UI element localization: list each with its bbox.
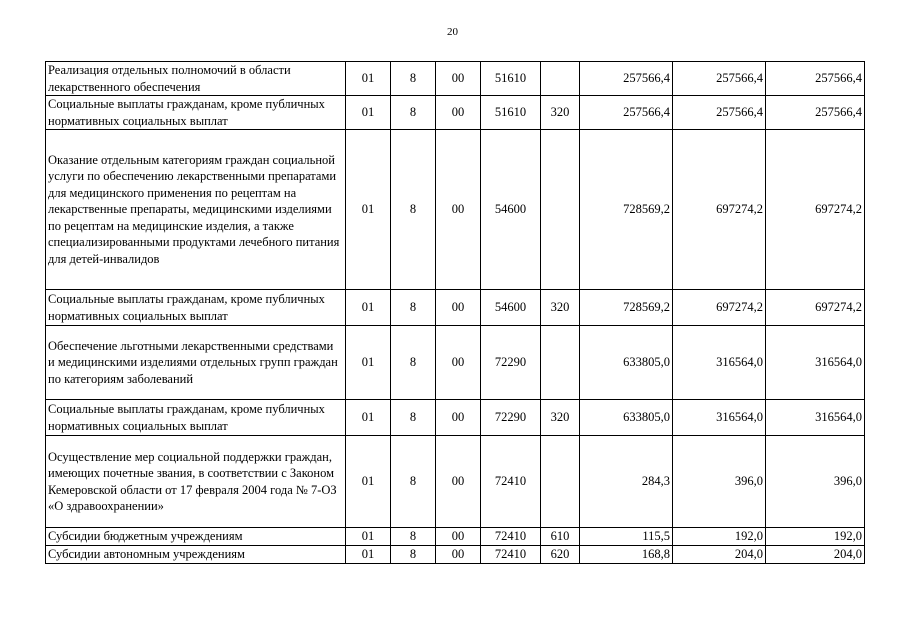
page-number: 20 bbox=[447, 26, 458, 38]
expense-type-code: 620 bbox=[541, 546, 580, 564]
row-name: Социальные выплаты гражданам, кроме публичных нормативных социальных выплат bbox=[46, 400, 346, 436]
row-name: Оказание отдельным категориям граждан социальной услуги по обеспечению лекарственными препаратами для медицинского применения по рецептам на лекарственные препараты, медицинскими изделиями по рецептам на медицинские изделия, а также специализированными продуктами лечебного питания для детей-инвалидов bbox=[46, 130, 346, 290]
program-code: 8 bbox=[391, 326, 436, 400]
expense-type-code bbox=[541, 130, 580, 290]
direction-code: 54600 bbox=[481, 130, 541, 290]
direction-code: 72290 bbox=[481, 400, 541, 436]
row-name: Осуществление мер социальной поддержки граждан, имеющих почетные звания, в соответствии с Законом Кемеровской области от 17 февраля 2004 года № 7-ОЗ «О здравоохранении» bbox=[46, 436, 346, 528]
amount-3: 697274,2 bbox=[766, 290, 865, 326]
amount-1: 633805,0 bbox=[580, 326, 673, 400]
amount-3: 257566,4 bbox=[766, 96, 865, 130]
row-name: Социальные выплаты гражданам, кроме публичных нормативных социальных выплат bbox=[46, 96, 346, 130]
budget-table bbox=[45, 61, 865, 564]
direction-code: 51610 bbox=[481, 96, 541, 130]
section-code: 01 bbox=[346, 62, 391, 96]
expense-type-code bbox=[541, 62, 580, 96]
subprogram-code: 00 bbox=[436, 400, 481, 436]
row-name: Обеспечение льготными лекарственными средствами и медицинскими изделиями отдельных групп граждан по категориям заболеваний bbox=[46, 326, 346, 400]
table-row bbox=[46, 290, 865, 326]
table-row bbox=[46, 326, 865, 400]
amount-1: 168,8 bbox=[580, 546, 673, 564]
expense-type-code: 320 bbox=[541, 400, 580, 436]
amount-3: 204,0 bbox=[766, 546, 865, 564]
table-row bbox=[46, 436, 865, 528]
subprogram-code: 00 bbox=[436, 290, 481, 326]
amount-1: 257566,4 bbox=[580, 96, 673, 130]
amount-1: 728569,2 bbox=[580, 290, 673, 326]
section-code: 01 bbox=[346, 326, 391, 400]
amount-3: 697274,2 bbox=[766, 130, 865, 290]
direction-code: 72290 bbox=[481, 326, 541, 400]
amount-2: 257566,4 bbox=[673, 96, 766, 130]
subprogram-code: 00 bbox=[436, 96, 481, 130]
amount-3: 316564,0 bbox=[766, 326, 865, 400]
direction-code: 51610 bbox=[481, 62, 541, 96]
amount-1: 115,5 bbox=[580, 528, 673, 546]
direction-code: 54600 bbox=[481, 290, 541, 326]
subprogram-code: 00 bbox=[436, 62, 481, 96]
table-row bbox=[46, 62, 865, 96]
amount-3: 192,0 bbox=[766, 528, 865, 546]
amount-2: 697274,2 bbox=[673, 130, 766, 290]
program-code: 8 bbox=[391, 62, 436, 96]
subprogram-code: 00 bbox=[436, 528, 481, 546]
expense-type-code bbox=[541, 436, 580, 528]
direction-code: 72410 bbox=[481, 528, 541, 546]
amount-2: 204,0 bbox=[673, 546, 766, 564]
program-code: 8 bbox=[391, 436, 436, 528]
program-code: 8 bbox=[391, 130, 436, 290]
amount-1: 257566,4 bbox=[580, 62, 673, 96]
program-code: 8 bbox=[391, 528, 436, 546]
table-row bbox=[46, 400, 865, 436]
amount-2: 192,0 bbox=[673, 528, 766, 546]
program-code: 8 bbox=[391, 290, 436, 326]
section-code: 01 bbox=[346, 528, 391, 546]
section-code: 01 bbox=[346, 546, 391, 564]
direction-code: 72410 bbox=[481, 436, 541, 528]
subprogram-code: 00 bbox=[436, 130, 481, 290]
table-row bbox=[46, 130, 865, 290]
amount-2: 697274,2 bbox=[673, 290, 766, 326]
expense-type-code bbox=[541, 326, 580, 400]
expense-type-code: 320 bbox=[541, 290, 580, 326]
section-code: 01 bbox=[346, 290, 391, 326]
row-name: Субсидии автономным учреждениям bbox=[46, 546, 346, 564]
expense-type-code: 610 bbox=[541, 528, 580, 546]
direction-code: 72410 bbox=[481, 546, 541, 564]
section-code: 01 bbox=[346, 436, 391, 528]
amount-2: 316564,0 bbox=[673, 326, 766, 400]
row-name: Реализация отдельных полномочий в области лекарственного обеспечения bbox=[46, 62, 346, 96]
subprogram-code: 00 bbox=[436, 326, 481, 400]
expense-type-code: 320 bbox=[541, 96, 580, 130]
amount-2: 316564,0 bbox=[673, 400, 766, 436]
amount-3: 257566,4 bbox=[766, 62, 865, 96]
section-code: 01 bbox=[346, 96, 391, 130]
amount-1: 284,3 bbox=[580, 436, 673, 528]
program-code: 8 bbox=[391, 546, 436, 564]
section-code: 01 bbox=[346, 130, 391, 290]
amount-2: 396,0 bbox=[673, 436, 766, 528]
amount-3: 316564,0 bbox=[766, 400, 865, 436]
row-name: Социальные выплаты гражданам, кроме публичных нормативных социальных выплат bbox=[46, 290, 346, 326]
program-code: 8 bbox=[391, 96, 436, 130]
table-row bbox=[46, 528, 865, 546]
amount-1: 728569,2 bbox=[580, 130, 673, 290]
subprogram-code: 00 bbox=[436, 436, 481, 528]
section-code: 01 bbox=[346, 400, 391, 436]
program-code: 8 bbox=[391, 400, 436, 436]
amount-3: 396,0 bbox=[766, 436, 865, 528]
table-row bbox=[46, 96, 865, 130]
row-name: Субсидии бюджетным учреждениям bbox=[46, 528, 346, 546]
table-row bbox=[46, 546, 865, 564]
subprogram-code: 00 bbox=[436, 546, 481, 564]
amount-1: 633805,0 bbox=[580, 400, 673, 436]
amount-2: 257566,4 bbox=[673, 62, 766, 96]
